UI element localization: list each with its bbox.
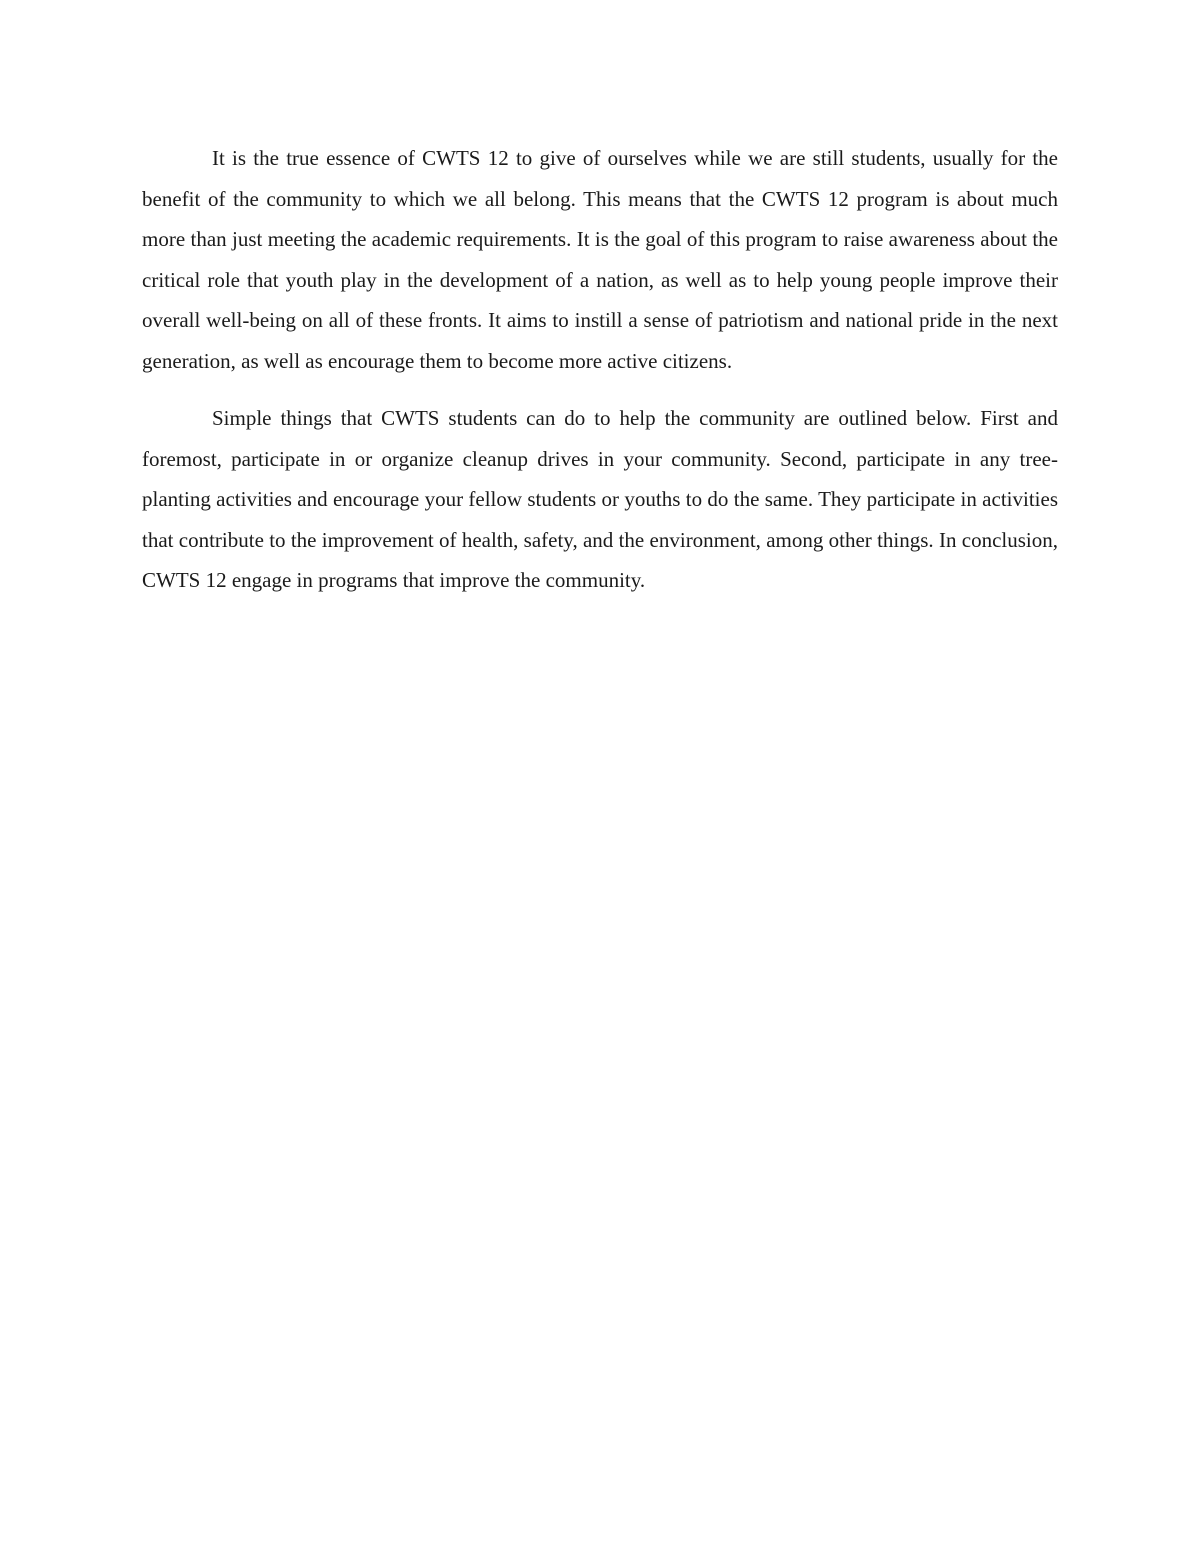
paragraph-community-help: Simple things that CWTS students can do to help the community are outlined below. First and foremost, participate in or organize cleanup drives in your community. Second, participate in any tree-planting activities and encourage your fellow students or youths to do the same. They participate in activities that contribute to the improvement of health, safety, and the environment, among other things. In conclusion, CWTS 12 engage in programs that improve the community. [142,406,1058,592]
paragraph-essence-of-cwts: It is the true essence of CWTS 12 to give of ourselves while we are still students, usually for the benefit of the community to which we all belong. This means that the CWTS 12 program is about much more than just meeting the academic requirements. It is the goal of this program to raise awareness about the critical role that youth play in the development of a nation, as well as to help young people improve their overall well-being on all of these fronts. It aims to instill a sense of patriotism and national pride in the next generation, as well as encourage them to become more active citizens. [142,146,1058,373]
document-body [142,138,1058,601]
